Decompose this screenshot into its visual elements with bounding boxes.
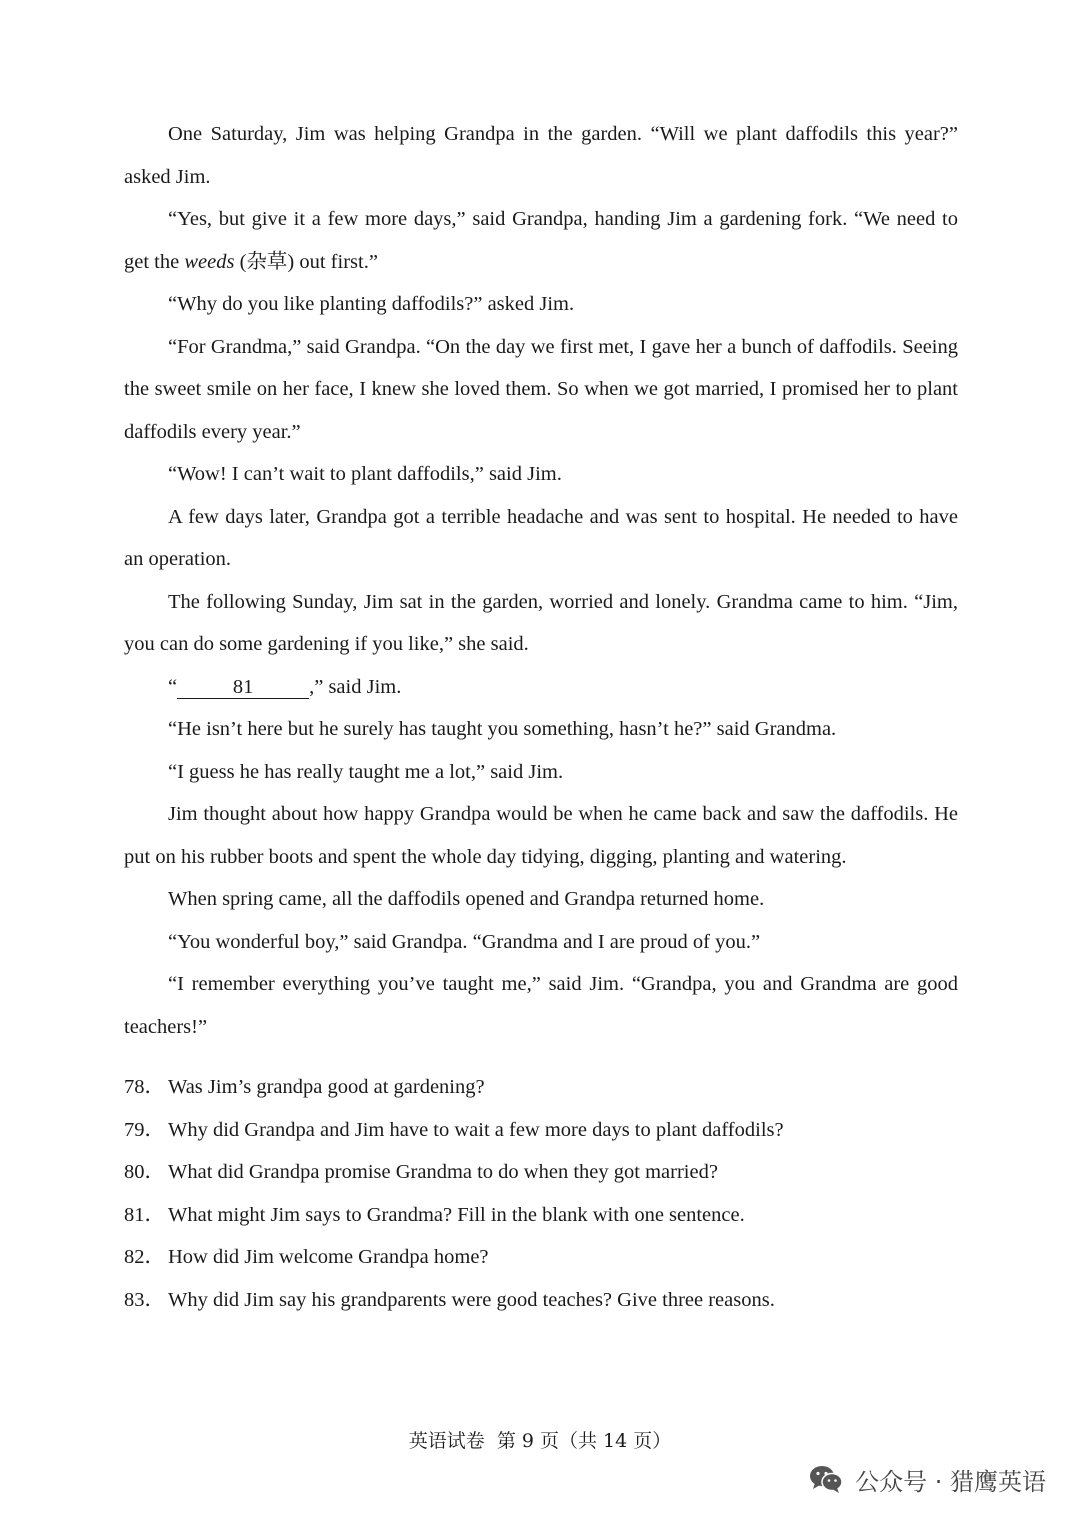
watermark-text: 公众号 · 猎鹰英语 bbox=[855, 1467, 1046, 1496]
paragraph-10: “I guess he has really taught me a lot,” said Jim. bbox=[168, 760, 564, 783]
paragraph-12: When spring came, all the daffodils opened and Grandpa returned home. bbox=[168, 888, 765, 910]
paragraph-3: “Why do you like planting daffodils?” asked Jim. bbox=[168, 293, 575, 315]
question-79 bbox=[124, 1109, 958, 1152]
page-footer: 英语试卷 第 9 页（共 14 页） bbox=[408, 1430, 672, 1452]
question-83 bbox=[124, 1279, 958, 1322]
reading-passage bbox=[124, 113, 958, 1048]
question-78 bbox=[124, 1066, 958, 1109]
question-text: How did Jim welcome Grandpa home? bbox=[168, 1246, 489, 1268]
paragraph-4: “For Grandma,” said Grandpa. “On the day we first met, I gave her a bunch of daffodils. Seeing the sweet smile on her face, I knew she loved them. So when we got married, I promised her to plant daffodils every year.” bbox=[124, 335, 958, 443]
paragraph-9: “He isn’t here but he surely has taught you something, hasn’t he?” said Grandma. bbox=[168, 718, 837, 740]
question-82 bbox=[124, 1236, 958, 1279]
question-list bbox=[124, 1066, 958, 1321]
paragraph-11: Jim thought about how happy Grandpa would be when he came back and saw the daffodils. He put on his rubber boots and spent the whole day tidying, digging, planting and watering. bbox=[124, 803, 958, 868]
question-text: What did Grandpa promise Grandma to do when they got married? bbox=[168, 1161, 718, 1183]
question-text: Was Jim’s grandpa good at gardening? bbox=[168, 1076, 485, 1098]
question-number: 80． bbox=[124, 1161, 165, 1183]
watermark bbox=[809, 1459, 1046, 1499]
paragraph-2-end: (杂草) out first.” bbox=[234, 250, 378, 273]
paragraph-8-end: ,” said Jim. bbox=[309, 675, 402, 698]
paragraph-2-start: “Yes, but give it a few more days,” said Grandpa, handing Jim a gardening fork. “We need to get the bbox=[124, 208, 958, 273]
paragraph-5: “Wow! I can’t wait to plant daffodils,” said Jim. bbox=[168, 463, 562, 485]
paragraph-8 bbox=[124, 666, 958, 709]
question-number: 83． bbox=[124, 1288, 165, 1311]
paragraph-13: “You wonderful boy,” said Grandpa. “Grandma and I are proud of you.” bbox=[168, 930, 761, 953]
paragraph-2 bbox=[124, 198, 958, 283]
paragraph-7: The following Sunday, Jim sat in the garden, worried and lonely. Grandma came to him. “Jim, you can do some gardening if you like,” she said. bbox=[124, 590, 958, 655]
question-number: 79． bbox=[124, 1118, 165, 1141]
open-quote: “ bbox=[168, 675, 178, 698]
vocab-word-weeds: weeds bbox=[184, 250, 235, 273]
question-81 bbox=[124, 1194, 958, 1237]
question-number: 82． bbox=[124, 1246, 165, 1268]
question-number: 81． bbox=[124, 1203, 165, 1226]
question-80 bbox=[124, 1151, 958, 1194]
question-number: 78． bbox=[124, 1076, 165, 1098]
wechat-icon bbox=[809, 1464, 843, 1494]
paragraph-14: “I remember everything you’ve taught me,” said Jim. “Grandpa, you and Grandma are good teachers!” bbox=[124, 973, 958, 1038]
question-text: What might Jim says to Grandma? Fill in the blank with one sentence. bbox=[168, 1203, 745, 1226]
paragraph-6: A few days later, Grandpa got a terrible headache and was sent to hospital. He needed to have an operation. bbox=[124, 505, 958, 570]
question-text: Why did Grandpa and Jim have to wait a few more days to plant daffodils? bbox=[168, 1118, 784, 1141]
question-text: Why did Jim say his grandparents were good teaches? Give three reasons. bbox=[168, 1288, 775, 1311]
answer-blank-81: 81 bbox=[177, 676, 309, 699]
paragraph-1: One Saturday, Jim was helping Grandpa in the garden. “Will we plant daffodils this year?” asked Jim. bbox=[124, 123, 958, 188]
